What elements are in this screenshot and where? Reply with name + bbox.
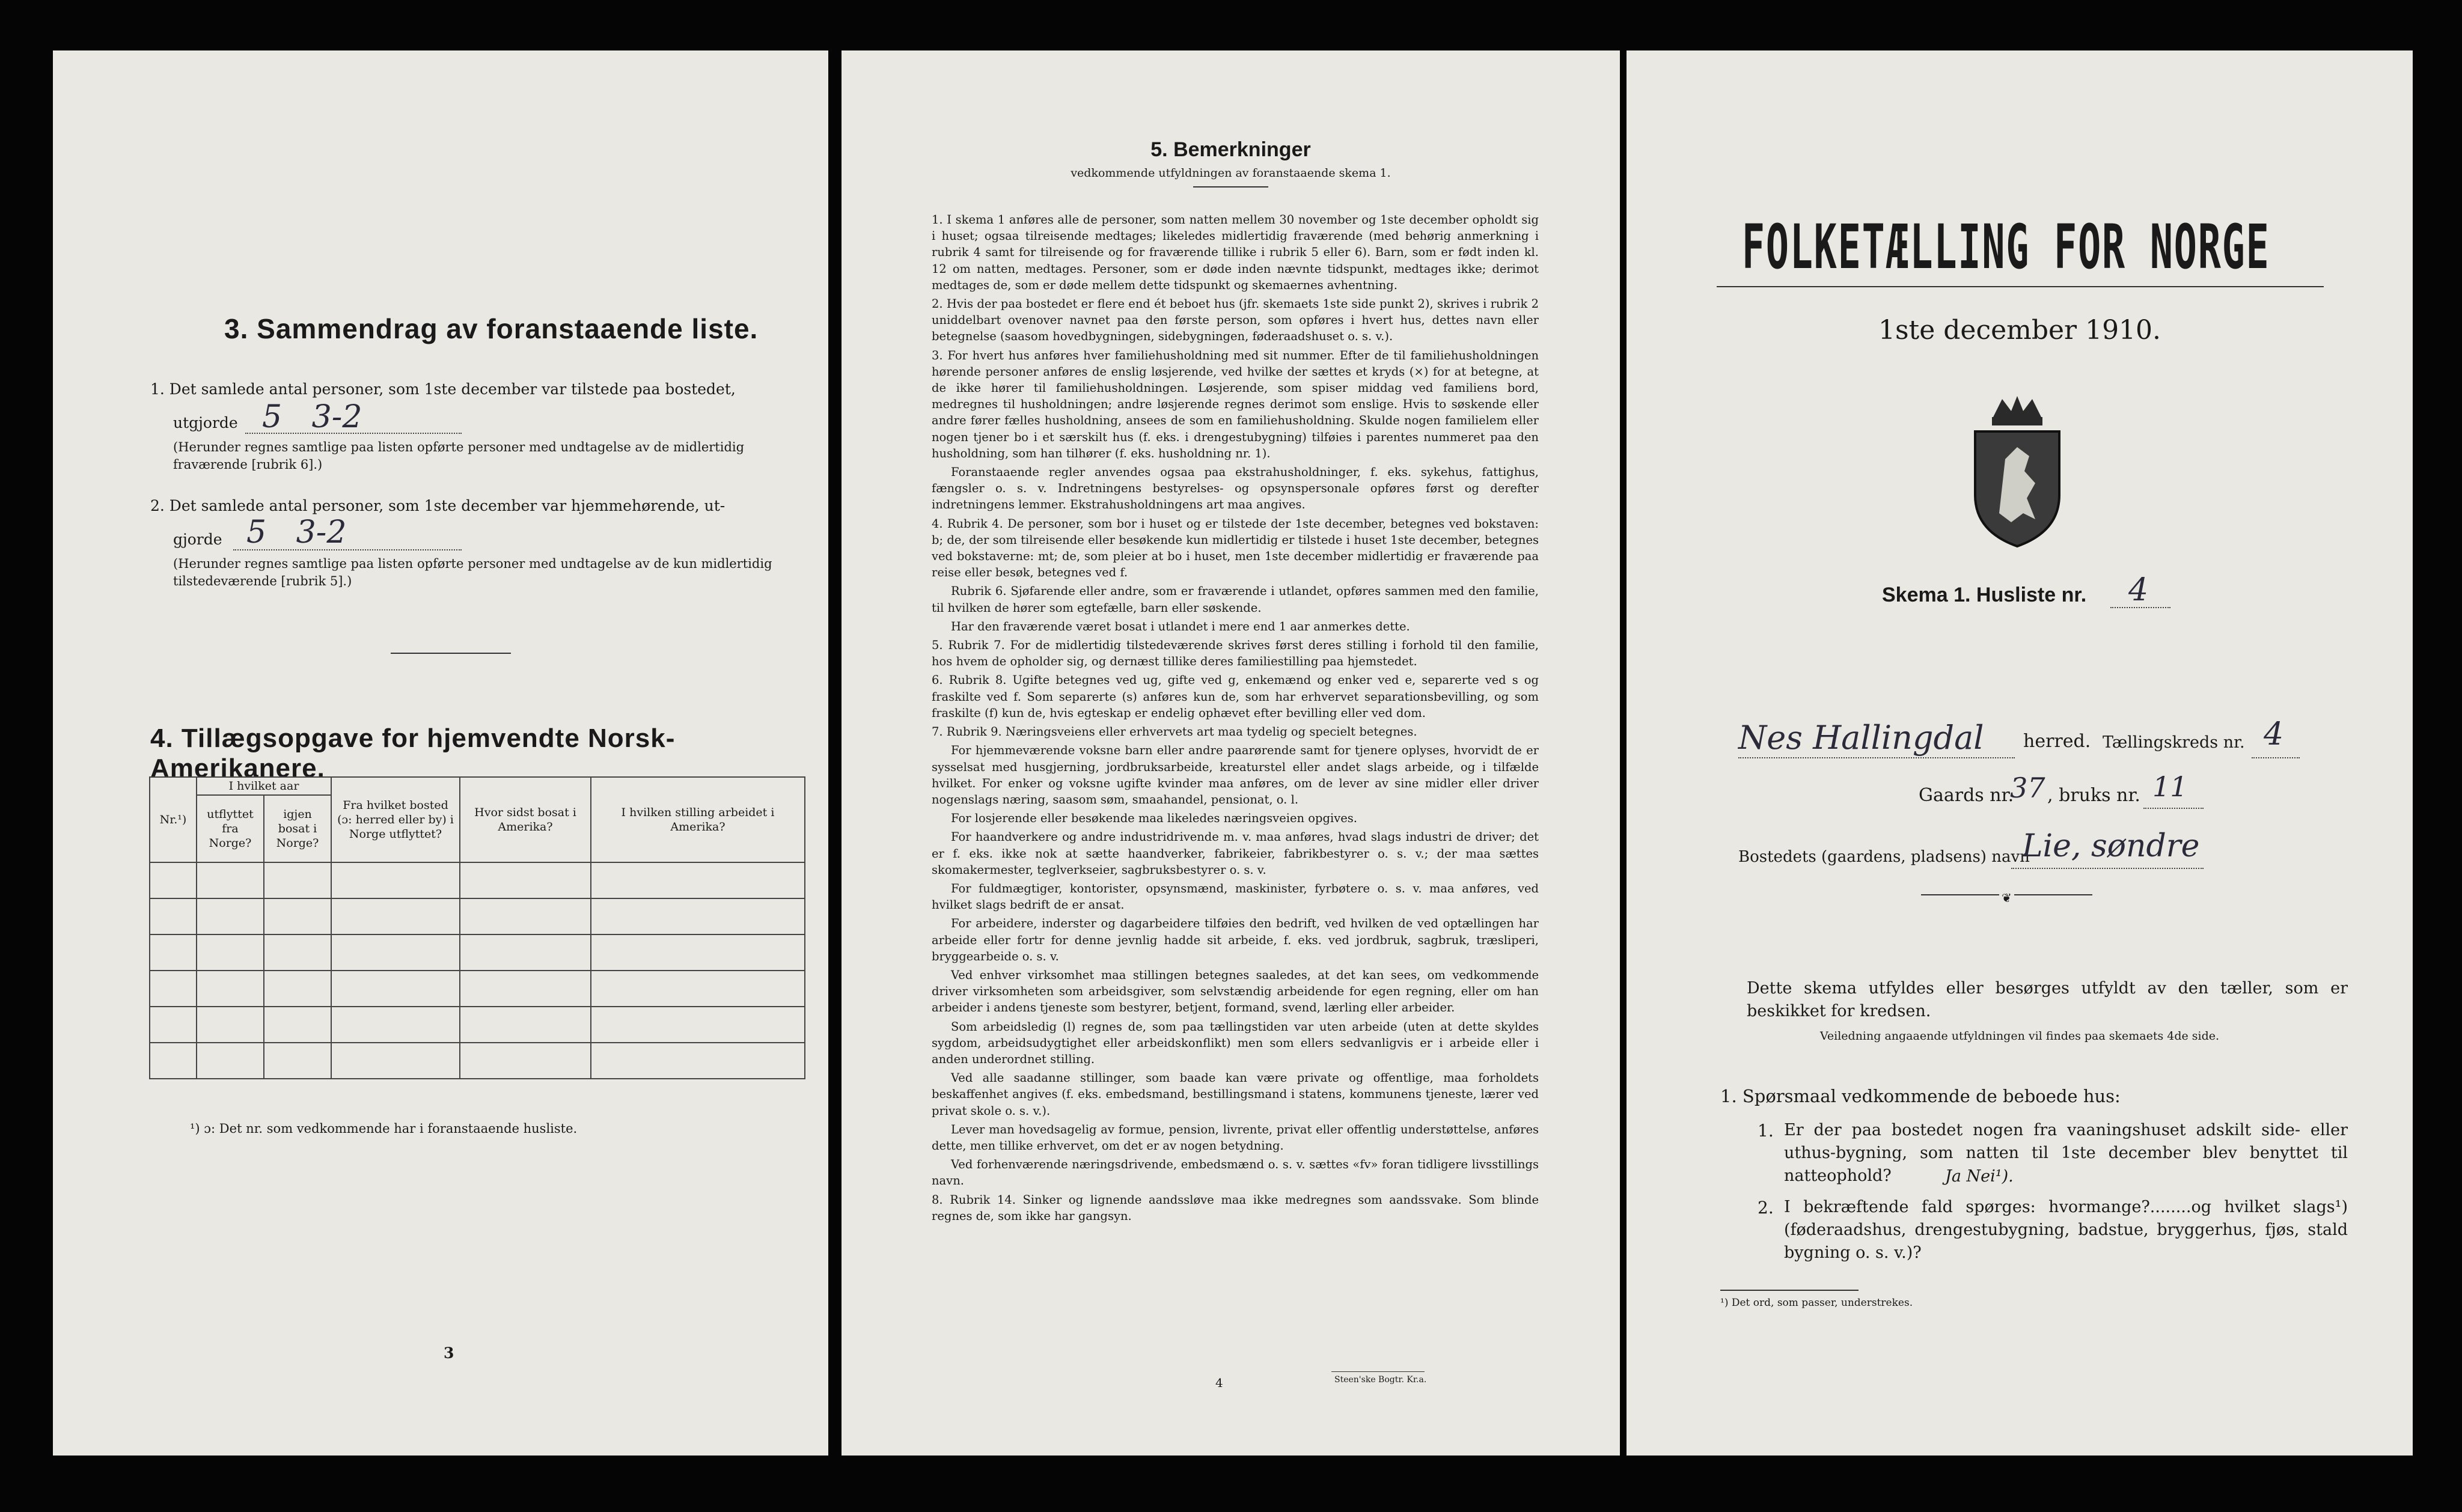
item2-field-line [233, 549, 462, 550]
section3-item2-prefix: gjorde [173, 531, 222, 548]
remark-paragraph: Har den fraværende været bosat i utlandet i mere end 1 aar anmerkes dette. [951, 619, 1410, 633]
remark-paragraph: For fuldmægtiger, kontorister, opsynsmænd, maskinister, fyrbøtere o. s. v. maa anføres, ved hvilket slags bedrift de er ansat. [932, 881, 1539, 912]
q1-options: Ja Nei¹). [1945, 1167, 2014, 1186]
remark-paragraph: Foranstaaende regler anvendes ogsaa paa ekstrahusholdninger, f. eks. sykehus, fattighus, fængsler o. s. v. Indretningens bestyrelses- og opsynspersonale opføres først og derefter indretningens lemmer. Ekstrahusholdningens art maa angives. [932, 465, 1539, 512]
remark-paragraph: 8. Rubrik 14. Sinker og lignende aandssløve maa ikke medregnes som aandssvake. Som blinde regnes de, som ikke har gangsyn. [932, 1192, 1539, 1223]
remark-paragraph: 7. Rubrik 9. Næringsveiens eller erhvervets art maa tydelig og specielt betegnes. [932, 725, 1417, 739]
bosted-value: Lie, søndre [2022, 828, 2200, 864]
col-returned: igjen bosat i Norge? [264, 795, 331, 862]
right-page [1627, 50, 2413, 1456]
col-position: I hvilken stilling arbeidet i Amerika? [591, 777, 805, 862]
table-row [150, 1043, 805, 1079]
remark-paragraph: 3. For hvert hus anføres hver familiehusholdning med sit nummer. Efter de til familiehusholdningen hørende personer anføres de enslig løsjerende, ved hvilke der sættes et kryds (×) for at betegne, at de ikke hører til familiehusholdningen. Løsjerende, som spiser middag ved familiens bord, medregnes til husholdningen; andre løsjerende regnes derimot som enslige. Hvis to søskende eller andre fører fælles husholdning, ansees de som en familiehusholdning. Skulde nogen familielem eller nogen tjener bo i et særskilt hus (f. eks. i drengestubygning) tilføies i parentes nummeret paa den husholdning, som han tilhører (f. eks. husholdning nr. 1). [932, 348, 1539, 460]
footnote-rule [1720, 1290, 1859, 1291]
husliste-field-line [2110, 607, 2170, 608]
census-date: 1ste december 1910. [1878, 315, 2161, 346]
col-last-place: Hvor sidst bosat i Amerika? [460, 777, 591, 862]
table-row [150, 934, 805, 971]
bruks-label: , bruks nr. [2047, 785, 2140, 806]
herred-value: Nes Hallingdal [1738, 719, 1984, 757]
kreds-value: 4 [2264, 716, 2284, 752]
col-group-year: I hvilket aar [197, 777, 331, 795]
section3-item1-note: (Herunder regnes samtlige paa listen opførte personer med undtagelse av de midlertidig fraværende [rubrik 6].) [173, 440, 745, 472]
table-row [150, 862, 805, 898]
divider [1331, 1371, 1425, 1372]
q2-number: 2. [1758, 1198, 1774, 1218]
remark-paragraph: Ved alle saadanne stillinger, som baade kan være private og offentlige, maa forholdets beskaffenhet angives (f. eks. embedsmand, bestillingsmand i statens, kommunens tjeneste, lærer ved privat skole o. s. v.). [932, 1071, 1539, 1118]
section4-footnote: ¹) ɔ: Det nr. som vedkommende har i foranstaaende husliste. [190, 1121, 578, 1136]
q1-number: 1. [1758, 1121, 1774, 1141]
bruks-field-line [2143, 808, 2204, 809]
section3-item1-prefix: utgjorde [173, 414, 238, 431]
left-page [53, 50, 828, 1456]
remark-paragraph: 4. Rubrik 4. De personer, som bor i huset og er tilstede der 1ste december, betegnes ved bokstaven: b; de, der som tilreisende eller besøkende kun midlertidig er tilstede i huset 1ste december, betegnes ved bokstaverne: mt; de, som pleier at bo i huset, men 1ste december midlertidig er fraværende paa reise eller besøk, betegnes ved f. [932, 516, 1539, 580]
item1-field-line [245, 433, 462, 434]
remarks-subtitle: vedkommende utfyldningen av foranstaaende skema 1. [1071, 166, 1391, 180]
remark-paragraph: Lever man hovedsagelig av formue, pension, livrente, privat eller offentlig understøttelse, anføres dette, men tillike erhvervet, om det er av nogen betydning. [932, 1122, 1539, 1153]
remarks-title: 5. Bemerkninger [1150, 138, 1311, 161]
fill-instruction: Dette skema utfyldes eller besørges utfyldt av den tæller, som er beskikket for kredsen. [1747, 979, 2348, 1020]
table-row [150, 971, 805, 1007]
col-emigrated: utflyttet fra Norge? [197, 795, 264, 862]
bruks-value: 11 [2152, 770, 2188, 803]
schema-label: Skema 1. Husliste nr. [1882, 584, 2087, 606]
section3-item2-text: 2. Det samlede antal personer, som 1ste december var hjemmehørende, ut- [150, 497, 725, 514]
section3-title: 3. Sammendrag av foranstaaende liste. [224, 313, 759, 344]
remark-paragraph: Ved enhver virksomhet maa stillingen betegnes saaledes, at det kan sees, om vedkommende driver virksomheten som arbeidsgiver, som selvstændig arbeidende for egen regning, eller om han arbeider i andens tjeneste som bestyrer, betjent, formand, svend, lærling eller arbeider. [932, 968, 1539, 1015]
ornament-icon: ❦ [1999, 891, 2014, 905]
remark-paragraph: For arbeidere, inderster og dagarbeidere tilføies den bedrift, ved hvilken de ved optællingen har arbeide eller fortr for denne jevnlig hadde sit arbeide, f. eks. ved jordbruk, sagbruk, træsliperi, bryggearbeide o. s. v. [932, 916, 1539, 963]
page-number: 3 [444, 1344, 454, 1362]
remark-paragraph: Ved forhenværende næringsdrivende, embedsmænd o. s. v. sættes «fv» foran tidligere livsstillings navn. [932, 1157, 1539, 1188]
kreds-field-line [2252, 757, 2300, 758]
remark-paragraph: Som arbeidsledig (l) regnes de, som paa tællingstiden var uten arbeide (uten at dette skyldes sygdom, arbeidsudygtighet eller arbeidskonflikt) men som ellers sedvanligvis er i arbeide eller i anden underordnet stilling. [932, 1019, 1539, 1066]
census-title: FOLKETÆLLING FOR NORGE [1742, 212, 2270, 283]
printer-mark: Steen'ske Bogtr. Kr.a. [1334, 1375, 1427, 1385]
remarks-body [932, 212, 1539, 1227]
q1-text: Er der paa bostedet nogen fra vaaningshuset adskilt side- eller uthus-bygning, som natten til 1ste december blev benyttet til natteophold? [1784, 1121, 2348, 1185]
section3-item1-text: 1. Det samlede antal personer, som 1ste december var tilstede paa bostedet, [150, 380, 736, 398]
table-row [150, 898, 805, 934]
divider [391, 653, 511, 654]
middle-page [842, 50, 1620, 1456]
page-number: 4 [1215, 1376, 1223, 1390]
title-rule [1717, 286, 2324, 287]
gaards-label: Gaards nr. [1919, 785, 2014, 806]
american-table [149, 776, 805, 1079]
bosted-label: Bostedets (gaardens, pladsens) navn [1738, 848, 2030, 866]
coat-of-arms-icon [1969, 393, 2065, 549]
remark-paragraph: 2. Hvis der paa bostedet er flere end ét beboet hus (jfr. skemaets 1ste side punkt 2), skrives i rubrik 2 uniddelbart ovenover navnet paa den første person, som opføres i hvert hus, dettes navn eller betegnelse (saasom hovedbygningen, sidebygningen, føderaadshuset o. s. v.). [932, 297, 1539, 344]
q2-text: I bekræftende fald spørges: hvormange?........og hvilket slags¹) (føderaadshus, drengestubygning, badstue, bryggerhus, fjøs, stald bygning o. s. v.)? [1784, 1198, 2348, 1262]
herred-field-line [1738, 757, 2015, 758]
right-footnote: ¹) Det ord, som passer, understrekes. [1720, 1297, 1913, 1309]
gaards-value: 37 [2010, 772, 2045, 804]
bosted-field-line [2011, 868, 2204, 869]
divider [1193, 186, 1268, 187]
remark-paragraph: Rubrik 6. Sjøfarende eller andre, som er fraværende i utlandet, opføres sammen med den familie, til hvilken de hører som egtefælle, barn eller søskende. [932, 584, 1539, 615]
col-nr: Nr.¹) [150, 777, 197, 862]
remark-paragraph: 6. Rubrik 8. Ugifte betegnes ved ug, gifte ved g, enkemænd og enker ved e, separerte ved s og fraskilte ved f. Som separerte (s) anføres kun de, som har erhvervet separationsbevilling, og som fraskilte (f) kun de, hvis egteskap er endelig ophævet efter bevilling eller ved dom. [932, 673, 1539, 720]
remark-paragraph: For haandverkere og andre industridrivende m. v. maa anføres, hvad slags industri de driver; det er f. eks. ikke nok at sætte haandverker, fabrikeier, fabrikbestyrer o. s. v.; der maa sættes skomakermester, teglverkseier, sagbruksbestyrer o. s. v. [932, 830, 1539, 877]
section3-item2-note: (Herunder regnes samtlige paa listen opførte personer med undtagelse av de kun midlertidig tilstedeværende [rubrik 5].) [173, 556, 772, 588]
col-from-place: Fra hvilket bosted (ɔ: herred eller by) i Norge utflyttet? [331, 777, 460, 862]
remark-paragraph: For losjerende eller besøkende maa likeledes næringsveien opgives. [951, 811, 1357, 826]
section4-title: 4. Tillægsopgave for hjemvendte Norsk-Amerikanere. [150, 724, 676, 783]
guidance-note: Veiledning angaaende utfyldningen vil findes paa skemaets 4de side. [1819, 1029, 2220, 1043]
section3-item1-value: 5 3-2 [262, 399, 362, 435]
remark-paragraph: For hjemmeværende voksne barn eller andre paarørende samt for tjenere oplyses, hvorvidt de er sysselsat med husgjerning, jordbruksarbeide, kreaturstel eller andet slags arbeide, og i tilfælde hvilket. For enker og voksne ugifte kvinder maa anføres, om de lever av sine midler eller driver nogenslags næring, saasom søm, smaahandel, pensionat, o. l. [932, 743, 1539, 806]
table-row [150, 1007, 805, 1043]
q1-title: 1. Spørsmaal vedkommende de beboede hus: [1720, 1086, 2121, 1106]
husliste-value: 4 [2128, 572, 2149, 608]
section3-item2-value: 5 3-2 [246, 514, 347, 550]
remark-paragraph: 1. I skema 1 anføres alle de personer, som natten mellem 30 november og 1ste december opholdt sig i huset; ogsaa tilreisende medtages; likeledes midlertidig fraværende (med behørig anmerkning i rubrik 4 samt for tilreisende og for fraværende tillike i rubrik 5 eller 6). Barn, som er født inden kl. 12 om natten, medtages. Personer, som er døde inden nævnte tidspunkt, medtages ikke; derimot medtages de, som er døde mellem dette tidspunkt og skemaernes avhentning. [932, 213, 1539, 292]
kreds-label: Tællingskreds nr. [2103, 733, 2245, 752]
remark-paragraph: 5. Rubrik 7. For de midlertidig tilstedeværende skrives først deres stilling i forhold til den familie, hos hvem de opholder sig, og dernæst tillike deres familiestilling paa hjemstedet. [932, 638, 1539, 669]
herred-label: herred. [2023, 731, 2091, 752]
